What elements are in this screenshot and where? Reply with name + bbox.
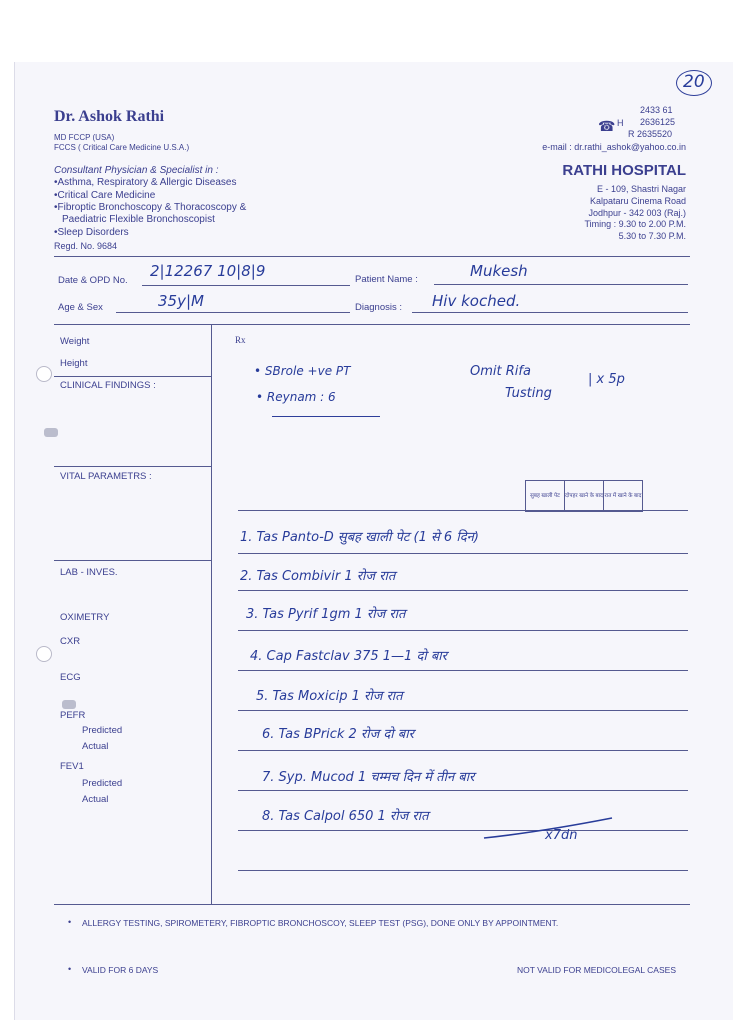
- regd-no: Regd. No. 9684: [54, 241, 118, 251]
- valid-note: VALID FOR 6 DAYS: [82, 965, 159, 975]
- diagnosis-underline: [412, 312, 688, 313]
- page-number: 20: [683, 72, 705, 92]
- rx-rule-7: [238, 790, 688, 791]
- pefr-predicted-label: Predicted: [82, 725, 123, 736]
- date-opd-underline: [142, 285, 350, 286]
- vital-parameters-label: VITAL PARAMETRS :: [60, 471, 152, 482]
- age-sex-underline: [116, 312, 350, 313]
- patient-name-label: Patient Name :: [355, 274, 418, 285]
- lab-divider: [54, 560, 211, 561]
- rx-rule-5: [238, 710, 688, 711]
- date-opd-value: 2|12267 10|8|9: [150, 262, 266, 280]
- rx-item-5: 5. Tas Moxicip 1 रोज रात: [256, 689, 403, 704]
- rx-item-2: 2. Tas Combivir 1 रोज रात: [240, 569, 396, 584]
- hospital-name: RATHI HOSPITAL: [562, 162, 686, 179]
- ink-smudge-2: [62, 700, 76, 709]
- bullet-icon-2: •: [68, 964, 72, 974]
- pefr-label: PEFR: [60, 710, 86, 721]
- rx-item-1: 1. Tas Panto-D सुबह खाली पेट (1 से 6 दिन): [240, 530, 479, 545]
- lab-inves-label: LAB - INVES.: [60, 567, 118, 578]
- fev1-label: FEV1: [60, 761, 84, 772]
- timing-box-morning: [526, 481, 565, 511]
- appointment-note: ALLERGY TESTING, SPIROMETERY, FIBROPTIC BRONCHOSCOY, SLEEP TEST (PSG), DONE ONLY BY APPOINTMENT.: [82, 918, 559, 928]
- vital-divider: [54, 466, 211, 467]
- date-opd-label: Date & OPD No.: [58, 275, 128, 286]
- patient-name-value: Mukesh: [470, 262, 528, 280]
- timing-box-morning-label: सुबह खाली पेट: [530, 492, 560, 499]
- age-sex-value: 35y|M: [158, 292, 204, 310]
- bullet-icon-1: •: [68, 917, 72, 927]
- phone-1: 2433 61: [640, 105, 673, 115]
- timing-line-2: 5.30 to 7.30 P.M.: [618, 231, 686, 241]
- clinical-divider: [54, 376, 211, 377]
- qualification-1: MD FCCP (USA): [54, 133, 115, 142]
- footer-divider: [54, 904, 690, 905]
- fev1-actual-label: Actual: [82, 794, 109, 805]
- rx-rule-9: [238, 870, 688, 871]
- speciality-5: •Sleep Disorders: [54, 227, 129, 238]
- rx-rule-4: [238, 670, 688, 671]
- ink-smudge-1: [44, 428, 58, 437]
- address-line-2: Kalpataru Cinema Road: [589, 196, 686, 206]
- rx-rule-3: [238, 630, 688, 631]
- rx-rule-0: [238, 510, 688, 511]
- phone-prefix: H: [617, 118, 624, 128]
- clinical-findings-label: CLINICAL FINDINGS :: [60, 380, 156, 391]
- rx-rule-8: [238, 830, 688, 831]
- rx-item-3: 3. Tas Pyrif 1gm 1 रोज रात: [246, 607, 406, 622]
- fev1-predicted-label: Predicted: [82, 778, 123, 789]
- diagnosis-value: Hiv koched.: [432, 292, 521, 310]
- rx-plan-1: Omit Rifa: [470, 364, 531, 379]
- ecg-label: ECG: [60, 672, 81, 683]
- timing-box-night: [604, 481, 642, 511]
- rx-item-6: 6. Tas BPrick 2 रोज दो बार: [262, 727, 414, 742]
- rx-rule-6: [238, 750, 688, 751]
- rx-plan-2: Tusting: [505, 386, 552, 401]
- rx-note-1: • SBrole +ve PT: [254, 364, 351, 378]
- timing-boxes: [525, 480, 643, 512]
- header-divider: [54, 256, 690, 257]
- rx-note-underline: [272, 416, 380, 417]
- specialist-title: Consultant Physician & Specialist in :: [54, 165, 219, 176]
- phone-icon: ☎: [598, 118, 616, 134]
- age-sex-label: Age & Sex: [58, 302, 103, 313]
- phone-2: 2636125: [640, 117, 676, 127]
- height-label: Height: [60, 358, 88, 369]
- doctor-name: Dr. Ashok Rathi: [54, 108, 165, 125]
- address-line-3: Jodhpur - 342 003 (Raj.): [588, 208, 686, 218]
- speciality-4: Paediatric Flexible Bronchoscopist: [62, 214, 215, 225]
- timing-box-afternoon: [565, 481, 604, 511]
- phone-3: R 2635520: [628, 129, 673, 139]
- speciality-1: •Asthma, Respiratory & Allergic Diseases: [54, 177, 237, 188]
- rx-rule-2: [238, 590, 688, 591]
- rx-symbol: Rx: [235, 335, 246, 345]
- pefr-actual-label: Actual: [82, 741, 109, 752]
- cxr-label: CXR: [60, 636, 81, 647]
- column-divider: [211, 324, 212, 904]
- timing-line-1: Timing : 9.30 to 2.00 P.M.: [584, 219, 686, 229]
- punch-hole-bottom: [36, 646, 52, 662]
- speciality-2: •Critical Care Medicine: [54, 190, 156, 201]
- not-valid-note: NOT VALID FOR MEDICOLEGAL CASES: [516, 965, 676, 975]
- rx-plan-suffix: | x 5p: [588, 372, 625, 387]
- timing-box-night-label: रात में खाने के बाद: [604, 492, 642, 499]
- address-line-1: E - 109, Shastri Nagar: [596, 184, 686, 194]
- patient-name-underline: [434, 284, 688, 285]
- punch-hole-top: [36, 366, 52, 382]
- rx-item-7: 7. Syp. Mucod 1 चम्मच दिन में तीन बार: [262, 770, 475, 785]
- weight-label: Weight: [60, 336, 90, 347]
- rx-rule-1: [238, 553, 688, 554]
- signature: x7dn: [545, 828, 578, 843]
- timing-box-afternoon-label: दोपहर खाने के बाद: [565, 492, 603, 499]
- rx-item-4: 4. Cap Fastclav 375 1—1 दो बार: [250, 649, 447, 664]
- body-top-divider: [54, 324, 690, 325]
- rx-note-2: • Reynam : 6: [256, 390, 336, 404]
- diagnosis-label: Diagnosis :: [355, 302, 402, 313]
- oximetry-label: OXIMETRY: [60, 612, 110, 623]
- email: e-mail : dr.rathi_ashok@yahoo.co.in: [542, 142, 686, 152]
- rx-item-8: 8. Tas Calpol 650 1 रोज रात: [262, 809, 429, 824]
- qualification-2: FCCS ( Critical Care Medicine U.S.A.): [54, 143, 190, 152]
- speciality-3: •Fibroptic Bronchoscopy & Thoracoscopy &: [54, 202, 247, 213]
